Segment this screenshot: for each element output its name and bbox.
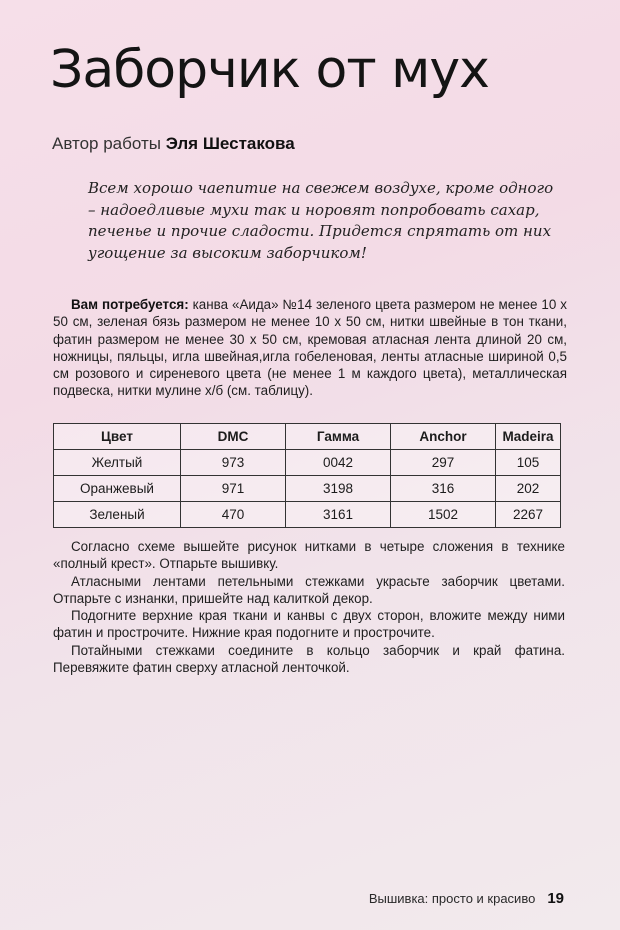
table-cell: 202	[496, 476, 561, 502]
table-cell: 297	[391, 450, 496, 476]
table-cell: 973	[181, 450, 286, 476]
table-cell: 470	[181, 502, 286, 528]
table-cell: 316	[391, 476, 496, 502]
page-number: 19	[547, 890, 564, 907]
table-row	[54, 450, 561, 476]
table-cell: 1502	[391, 502, 496, 528]
page-footer	[369, 890, 564, 907]
header-color: Цвет	[54, 424, 181, 450]
materials-label: Вам потребуется:	[71, 297, 189, 312]
table-cell: 971	[181, 476, 286, 502]
author-prefix: Автор работы	[52, 134, 161, 153]
table-cell: 3198	[286, 476, 391, 502]
table-header-row	[54, 424, 561, 450]
instruction-paragraph: Потайными стежками соедините в кольцо заборчик и край фатина. Перевяжите фатин сверху атласной ленточкой.	[53, 642, 565, 676]
table-row	[54, 502, 561, 528]
materials-text: канва «Аида» №14 зеленого цвета размером не менее 10 х 50 см, зеленая бязь размером не менее 10 х 50 см, нитки швейные в тон ткани, фатин размером не менее 30 х 50 см, кремовая атласная лента длиной 20 см, ножницы, пяльцы, игла швейная,игла гобеленовая, ленты атласные шириной 0,5 см розового и сиреневого цвета (не менее 1 м каждого цвета), металлическая подвеска, нитки мулине х/б (см. таблицу).	[53, 297, 567, 399]
table-cell: 0042	[286, 450, 391, 476]
header-anchor: Anchor	[391, 424, 496, 450]
instruction-paragraph: Атласными лентами петельными стежками украсьте заборчик цветами. Отпарьте с изнанки, пришейте над калиткой декор.	[53, 573, 565, 606]
table-cell: Оранжевый	[54, 476, 181, 502]
header-madeira: Madeira	[496, 424, 561, 450]
table-cell: 3161	[286, 502, 391, 528]
materials-paragraph	[53, 296, 567, 400]
author-name: Эля Шестакова	[165, 134, 295, 153]
author-line	[52, 134, 295, 154]
table-cell: Зеленый	[54, 502, 181, 528]
table-cell: 105	[496, 450, 561, 476]
table-cell: 2267	[496, 502, 561, 528]
table-row	[54, 476, 561, 502]
instruction-paragraph: Согласно схеме вышейте рисунок нитками в четыре сложения в технике «полный крест». Отпарьте вышивку.	[53, 539, 565, 572]
header-dmc: DMC	[181, 424, 286, 450]
intro-text: Всем хорошо чаепитие на свежем воздухе, кроме одного – надоедливые мухи так и норовят попробовать сахар, печенье и прочие сладости. Придется спрятать от них угощение за высоким заборчиком!	[88, 179, 554, 262]
page-title: Заборчик от мух	[50, 40, 489, 100]
magazine-name: Вышивка: просто и красиво	[368, 891, 536, 906]
instruction-paragraph: Подогните верхние края ткани и канвы с двух сторон, вложите между ними фатин и прострочите. Нижние края подогните и прострочите.	[53, 608, 565, 641]
thread-color-table	[53, 423, 561, 528]
header-gamma: Гамма	[286, 424, 391, 450]
instructions	[53, 538, 565, 676]
table-cell: Желтый	[54, 450, 181, 476]
